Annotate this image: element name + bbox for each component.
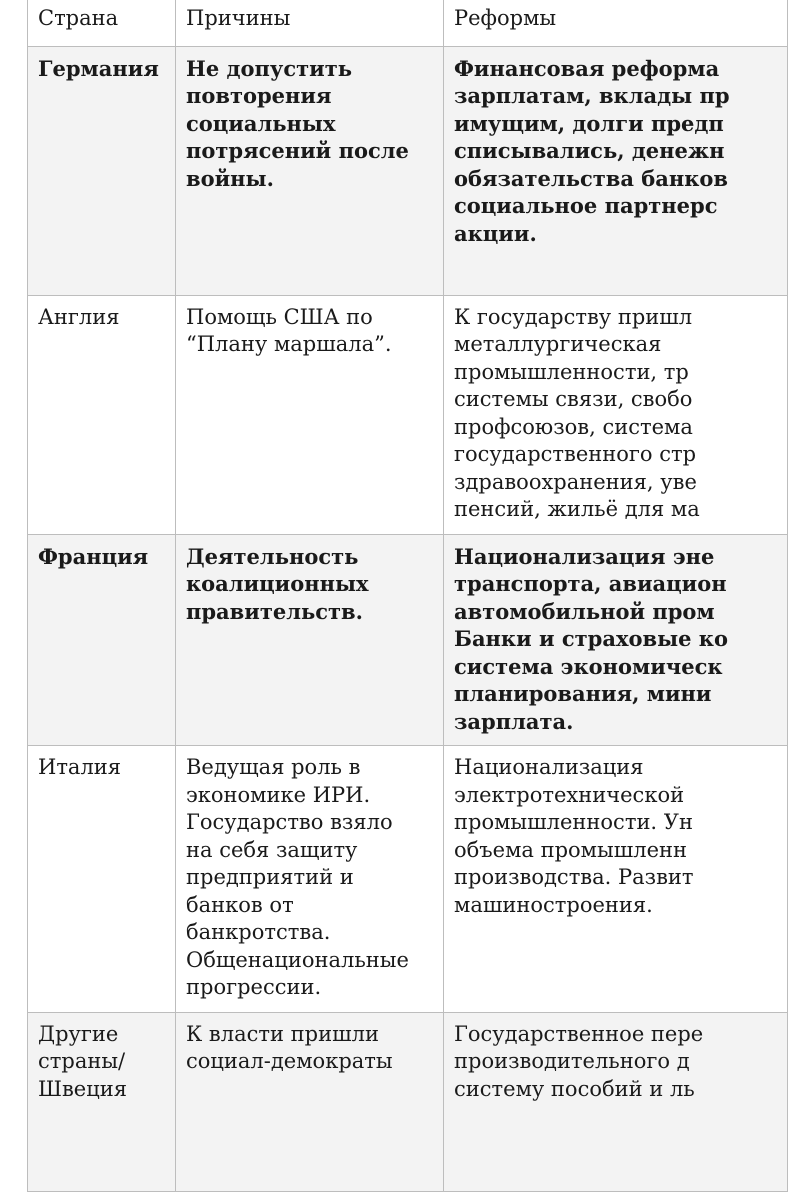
country-cell: Италия — [28, 746, 176, 1013]
table-header-row — [28, 0, 788, 46]
header-reforms: Реформы — [444, 0, 788, 46]
table-row — [28, 295, 788, 534]
reforms-cell: Финансовая реформа зарплатам, вклады пр имущим, долги предп списывались, денежн обязательства банков социальное партнерс акции. — [444, 46, 788, 295]
table-row — [28, 46, 788, 295]
country-cell: Германия — [28, 46, 176, 295]
reforms-cell: К государству пришл металлургическая промышленности, тр системы связи, свобо профсоюзов, система государственного стр здравоохранения, уве пенсий, жильё для ма — [444, 295, 788, 534]
reforms-cell: Национализация эне транспорта, авиацион автомобильной пром Банки и страховые ко система экономическ планирования, мини зарплата. — [444, 534, 788, 746]
header-country: Страна — [28, 0, 176, 46]
table-row — [28, 746, 788, 1013]
country-cell: Англия — [28, 295, 176, 534]
reasons-cell: Ведущая роль в экономике ИРИ. Государство взяло на себя защиту предприятий и банков от банкротства. Общенациональные прогрессии. — [176, 746, 444, 1013]
country-cell: Франция — [28, 534, 176, 746]
reforms-cell: Национализация электротехнической промышленности. Ун объема промышленн производства. Развит машиностроения. — [444, 746, 788, 1013]
table-row — [28, 1012, 788, 1191]
header-reasons: Причины — [176, 0, 444, 46]
reasons-cell: Деятельность коалиционных правительств. — [176, 534, 444, 746]
reforms-table — [27, 0, 788, 1192]
reasons-cell: Помощь США по “Плану маршала”. — [176, 295, 444, 534]
country-cell: Другие страны/ Швеция — [28, 1012, 176, 1191]
reforms-cell: Государственное пере производительного д систему пособий и ль — [444, 1012, 788, 1191]
reasons-cell: Не допустить повторения социальных потрясений после войны. — [176, 46, 444, 295]
reforms-table-container — [27, 0, 787, 1192]
table-row — [28, 534, 788, 746]
reasons-cell: К власти пришли социал-демократы — [176, 1012, 444, 1191]
